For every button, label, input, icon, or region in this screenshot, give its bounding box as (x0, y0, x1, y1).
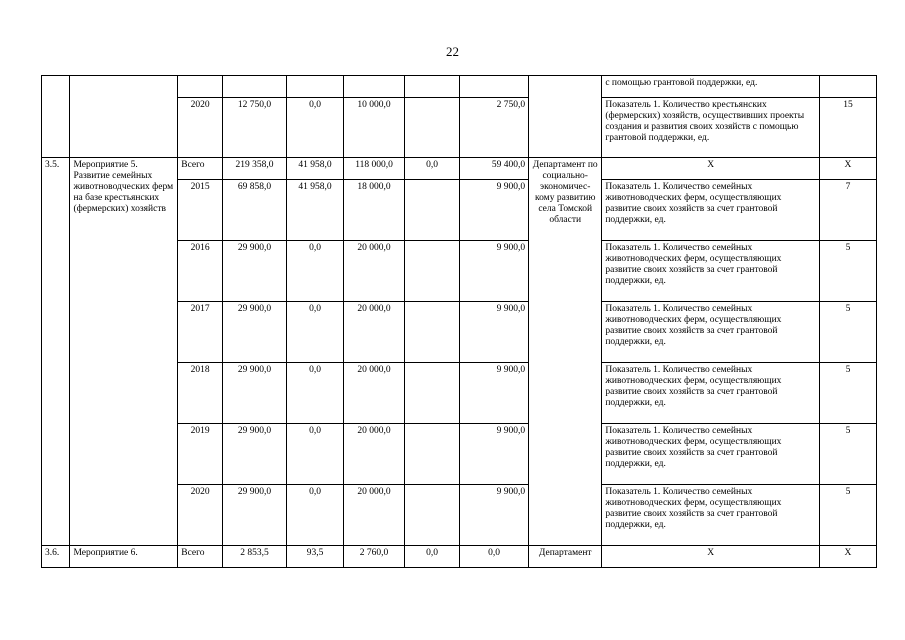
cell-value: Х (819, 546, 876, 568)
cell-year: 2018 (178, 363, 223, 424)
cell-year: 2015 (178, 180, 223, 241)
cell-regional: 10 000,0 (344, 98, 405, 158)
cell-other (459, 76, 528, 98)
cell-total: 12 750,0 (223, 98, 287, 158)
cell-local: 0,0 (405, 546, 460, 568)
cell-regional: 18 000,0 (344, 180, 405, 241)
cell-value: Х (819, 158, 876, 180)
cell-federal (287, 76, 344, 98)
cell-value: 5 (819, 485, 876, 546)
cell-indicator: Показатель 1. Количество крестьянских (фермерских) хозяйств, осуществивших проекты создания и развития своих хозяйств с помощью грантовой поддержки, ед. (602, 98, 820, 158)
cell-indicator: Показатель 1. Количество семейных животноводческих ферм, осуществляющих развитие своих хозяйств за счет грантовой поддержки, ед. (602, 302, 820, 363)
cell-indicator: Показатель 1. Количество семейных животноводческих ферм, осуществляющих развитие своих хозяйств за счет грантовой поддержки, ед. (602, 424, 820, 485)
cell-value: 5 (819, 363, 876, 424)
cell-local (405, 98, 460, 158)
table-row (42, 76, 877, 98)
cell-year: 2020 (178, 98, 223, 158)
cell-federal: 0,0 (287, 424, 344, 485)
cell-indicator: с помощью грантовой поддержки, ед. (602, 76, 820, 98)
cell-indicator: Показатель 1. Количество семейных животноводческих ферм, осуществляющих развитие своих хозяйств за счет грантовой поддержки, ед. (602, 485, 820, 546)
cell-total: 29 900,0 (223, 241, 287, 302)
table-row (42, 158, 877, 180)
cell-total: 29 900,0 (223, 485, 287, 546)
page-number: 22 (446, 44, 459, 59)
cell-regional: 2 760,0 (344, 546, 405, 568)
cell-other: 2 750,0 (459, 98, 528, 158)
cell-total: 2 853,5 (223, 546, 287, 568)
cell-year: Всего (178, 158, 223, 180)
cell-other: 9 900,0 (459, 485, 528, 546)
cell-local (405, 302, 460, 363)
cell-year: 2017 (178, 302, 223, 363)
cell-federal: 0,0 (287, 485, 344, 546)
cell-local (405, 180, 460, 241)
cell-regional: 20 000,0 (344, 241, 405, 302)
cell-local (405, 485, 460, 546)
cell-value: 5 (819, 302, 876, 363)
cell-name: Мероприятие 5. Развитие семейных животноводческих ферм на базе крестьянских (фермерских) хозяйств (70, 158, 178, 546)
cell-federal: 41 958,0 (287, 158, 344, 180)
cell-federal: 0,0 (287, 98, 344, 158)
cell-total: 29 900,0 (223, 424, 287, 485)
cell-indicator: Показатель 1. Количество семейных животноводческих ферм, осуществляющих развитие своих хозяйств за счет грантовой поддержки, ед. (602, 241, 820, 302)
cell-regional: 20 000,0 (344, 363, 405, 424)
cell-num (42, 76, 70, 158)
cell-total: 29 900,0 (223, 363, 287, 424)
cell-name (70, 76, 178, 158)
cell-executor: Департамент (529, 546, 602, 568)
cell-indicator: Показатель 1. Количество семейных животноводческих ферм, осуществляющих развитие своих хозяйств за счет грантовой поддержки, ед. (602, 363, 820, 424)
cell-year: 2020 (178, 485, 223, 546)
cell-executor: Департамент по социально-экономичес-кому развитию села Томской области (529, 158, 602, 546)
cell-other: 59 400,0 (459, 158, 528, 180)
cell-federal: 41 958,0 (287, 180, 344, 241)
program-table (41, 75, 877, 568)
cell-num: 3.5. (42, 158, 70, 546)
cell-value: 5 (819, 424, 876, 485)
cell-other: 9 900,0 (459, 180, 528, 241)
cell-federal: 0,0 (287, 302, 344, 363)
cell-value (819, 76, 876, 98)
cell-total (223, 76, 287, 98)
cell-local (405, 241, 460, 302)
cell-local (405, 76, 460, 98)
cell-regional (344, 76, 405, 98)
cell-year (178, 76, 223, 98)
cell-total: 69 858,0 (223, 180, 287, 241)
cell-regional: 20 000,0 (344, 302, 405, 363)
cell-value: 7 (819, 180, 876, 241)
cell-other: 9 900,0 (459, 302, 528, 363)
cell-other: 9 900,0 (459, 363, 528, 424)
cell-local: 0,0 (405, 158, 460, 180)
cell-regional: 20 000,0 (344, 485, 405, 546)
cell-local (405, 424, 460, 485)
cell-other: 0,0 (459, 546, 528, 568)
cell-value: 15 (819, 98, 876, 158)
table-row (42, 546, 877, 568)
cell-executor (529, 76, 602, 158)
cell-indicator: Показатель 1. Количество семейных животноводческих ферм, осуществляющих развитие своих хозяйств за счет грантовой поддержки, ед. (602, 180, 820, 241)
cell-num: 3.6. (42, 546, 70, 568)
cell-other: 9 900,0 (459, 424, 528, 485)
cell-federal: 0,0 (287, 363, 344, 424)
cell-federal: 0,0 (287, 241, 344, 302)
cell-indicator: Х (602, 546, 820, 568)
cell-total: 29 900,0 (223, 302, 287, 363)
cell-regional: 118 000,0 (344, 158, 405, 180)
cell-total: 219 358,0 (223, 158, 287, 180)
cell-year: 2016 (178, 241, 223, 302)
cell-federal: 93,5 (287, 546, 344, 568)
cell-other: 9 900,0 (459, 241, 528, 302)
cell-regional: 20 000,0 (344, 424, 405, 485)
cell-indicator: Х (602, 158, 820, 180)
cell-value: 5 (819, 241, 876, 302)
cell-name: Мероприятие 6. (70, 546, 178, 568)
cell-year: 2019 (178, 424, 223, 485)
cell-local (405, 363, 460, 424)
cell-year: Всего (178, 546, 223, 568)
